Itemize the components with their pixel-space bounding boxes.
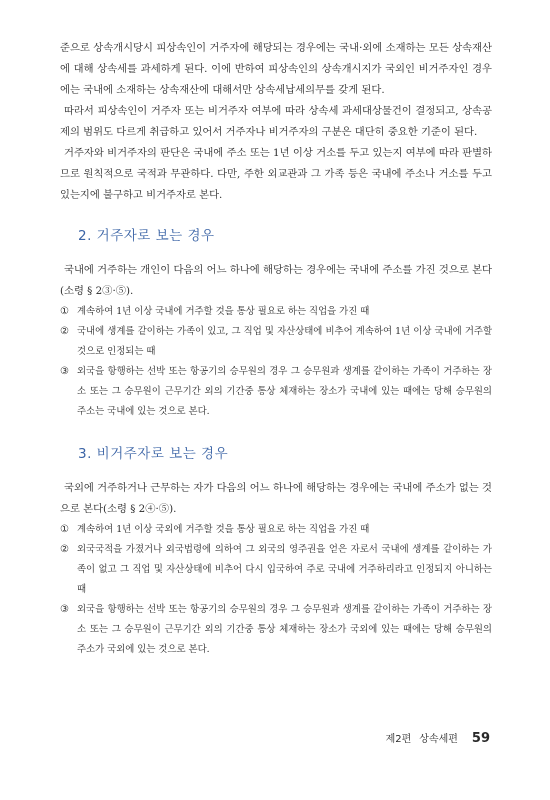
list-item bbox=[60, 520, 492, 540]
item-text: 계속하여 1년 이상 국내에 거주할 것을 통상 필요로 하는 직업을 가진 때 bbox=[77, 306, 370, 317]
item-text: 계속하여 1년 이상 국외에 거주할 것을 통상 필요로 하는 직업을 가진 때 bbox=[77, 524, 370, 535]
footer-chapter-title: 상속세편 bbox=[419, 734, 458, 745]
item-number: ② bbox=[60, 326, 69, 337]
item-number: ③ bbox=[60, 604, 69, 615]
list-item bbox=[60, 302, 492, 322]
section-resident-title: 2. 거주자로 보는 경우 bbox=[78, 228, 215, 244]
section-nonresident bbox=[60, 442, 492, 660]
section-nonresident-title: 3. 비거주자로 보는 경우 bbox=[78, 446, 229, 462]
intro-paragraph-2: 따라서 피상속인이 거주자 또는 비거주자 여부에 따라 상속세 과세대상물건이 결정되고, 상속공제의 범위도 다르게 취급하고 있어서 거주자나 비거주자의 구분은 대단히 중요한 기준이 된다. bbox=[60, 105, 492, 138]
section-resident-list bbox=[60, 302, 492, 422]
item-text: 외국국적을 가졌거나 외국법령에 의하여 그 외국의 영주권을 얻은 자로서 국내에 생계를 같이하는 가족이 없고 그 직업 및 자산상태에 비추어 다시 입국하여 주로 국내에 거주하리라고 인정되지 아니하는 때 bbox=[77, 544, 492, 595]
item-text: 외국을 항행하는 선박 또는 항공기의 승무원의 경우 그 승무원과 생계를 같이하는 가족이 거주하는 장소 또는 그 승무원이 근무기간 외의 기간중 통상 체재하는 장소가 국내에 있는 때에는 당해 승무원의 주소는 국내에 있는 것으로 본다. bbox=[77, 366, 492, 417]
list-item bbox=[60, 362, 492, 422]
item-text: 외국을 항행하는 선박 또는 항공기의 승무원의 경우 그 승무원과 생계를 같이하는 가족이 거주하는 장소 또는 그 승무원이 근무기간 외의 기간중 통상 체재하는 장소가 국외에 있는 때에는 당해 승무원의 주소가 국외에 있는 것으로 본다. bbox=[77, 604, 492, 655]
item-number: ② bbox=[60, 544, 69, 555]
item-number: ③ bbox=[60, 366, 69, 377]
list-item bbox=[60, 322, 492, 362]
list-item bbox=[60, 600, 492, 660]
section-resident bbox=[60, 224, 492, 422]
section-nonresident-list bbox=[60, 520, 492, 660]
footer-chapter: 제2편 bbox=[385, 734, 412, 745]
intro-section bbox=[60, 38, 492, 206]
item-number: ① bbox=[60, 524, 69, 535]
intro-paragraph-1: 준으로 상속개시당시 피상속인이 거주자에 해당되는 경우에는 국내·외에 소재하는 모든 상속재산에 대해 상속세를 과세하게 된다. 이에 반하여 피상속인의 상속개시지가 국외인 비거주자인 경우에는 국내에 소재하는 상속재산에 대해서만 상속세납세의무를 갖게 된다. bbox=[60, 42, 492, 96]
page-body bbox=[60, 38, 492, 660]
item-text: 국내에 생계를 같이하는 가족이 있고, 그 직업 및 자산상태에 비추어 계속하여 1년 이상 국내에 거주할 것으로 인정되는 때 bbox=[77, 326, 492, 357]
item-number: ① bbox=[60, 306, 69, 317]
section-resident-lead: 국내에 거주하는 개인이 다음의 어느 하나에 해당하는 경우에는 국내에 주소를 가진 것으로 본다(소령 § 2③·⑤). bbox=[60, 264, 492, 297]
section-nonresident-lead: 국외에 거주하거나 근무하는 자가 다음의 어느 하나에 해당하는 경우에는 국내에 주소가 없는 것으로 본다(소령 § 2④·⑤). bbox=[60, 482, 492, 515]
list-item bbox=[60, 540, 492, 600]
page-footer bbox=[386, 730, 490, 746]
page-number: 59 bbox=[471, 731, 490, 746]
intro-paragraph-3: 거주자와 비거주자의 판단은 국내에 주소 또는 1년 이상 거소를 두고 있는지 여부에 따라 판별하므로 원칙적으로 국적과 무관하다. 다만, 주한 외교관과 그 가족 등은 국내에 주소나 거소를 두고 있는지에 불구하고 비거주자로 본다. bbox=[60, 147, 492, 201]
